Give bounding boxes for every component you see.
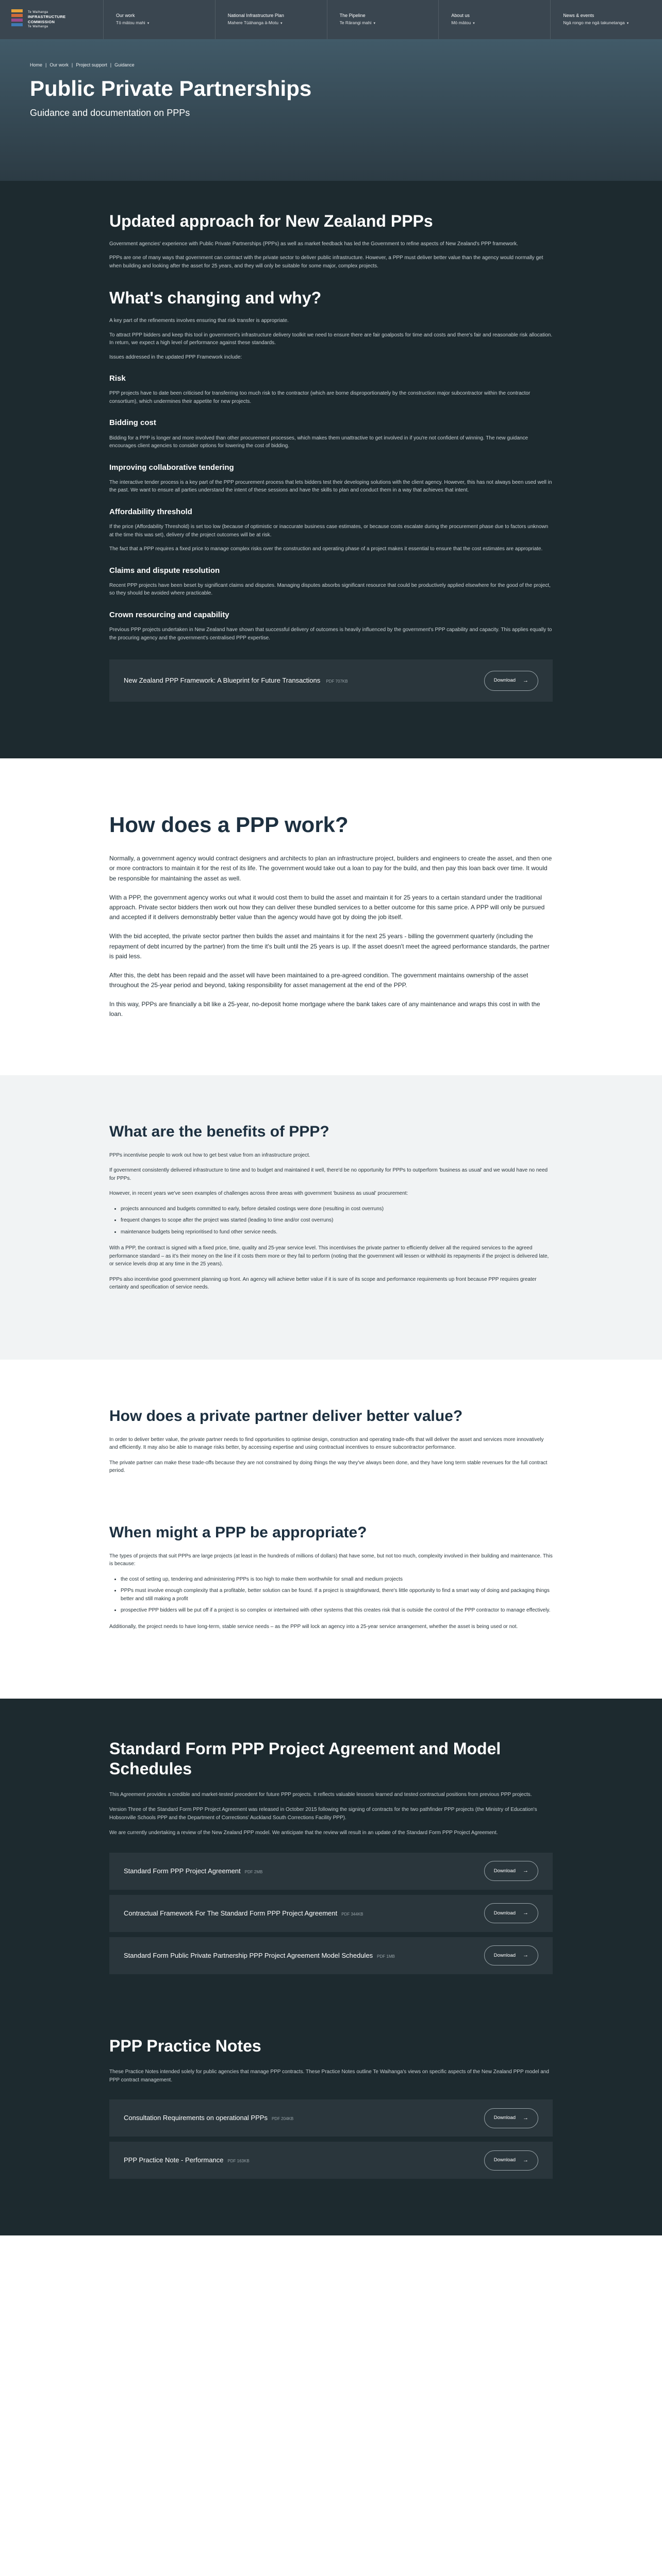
download-info (124, 2113, 293, 2123)
list-item: • the cost of setting up, tendering and administering PPPs is too high to make them worthwhile for small and medium projects (121, 1575, 553, 1584)
download-title: Contractual Framework For The Standard Form PPP Project Agreement (124, 1909, 338, 1917)
download-button[interactable] (484, 2150, 538, 2171)
paragraph: In this way, PPPs are financially a bit like a 25-year, no-deposit home mortgage where the bank takes care of any maintenance and wraps this cost in with the loan. (109, 1001, 540, 1018)
logo-mark-icon (11, 9, 23, 30)
paragraph: PPPs incentivise people to work out how to get best value from an infrastructure project. (109, 1152, 310, 1158)
file-meta: PDF 163KB (227, 2159, 250, 2164)
download-button[interactable] (484, 671, 538, 691)
download-title: Standard Form PPP Project Agreement (124, 1867, 241, 1875)
chevron-down-icon: ▾ (373, 21, 375, 25)
section-heading: What's changing and why? (109, 289, 322, 308)
main-menu (103, 0, 662, 39)
download-info (124, 675, 348, 686)
breadcrumb (30, 62, 662, 69)
paragraph: We are currently undertaking a review of the New Zealand PPP model. We anticipate that the review will result in an update of the Standard Form PPP Project Agreement. (109, 1830, 498, 1836)
paragraph: Additionally, the project needs to have long-term, stable service needs – as the PPP will lock an agency into a 25-year service arrangement, whether the asset is being used or not. (109, 1623, 518, 1630)
paragraph: Normally, a government agency would contract designers and architects to plan an infrastructure project, builders and engineers to create the asset, and then one or more contractors to maintain it for the rest of its life. The government would take out a loan to pay for the build, and then pay this loan back over time. It would be responsible for maintaining the asset as well. (109, 855, 552, 882)
download-title: New Zealand PPP Framework: A Blueprint for Future Transactions (124, 676, 321, 685)
download-card (109, 1895, 553, 1932)
nav-label-maori: Mō mātou ▾ (451, 20, 540, 27)
download-button[interactable] (484, 2108, 538, 2128)
download-info (124, 1908, 363, 1919)
page-hero (0, 39, 662, 181)
logo-line-1: Te Waihanga (28, 10, 48, 14)
download-button-label: Download (493, 1868, 516, 1874)
download-info (124, 1866, 262, 1876)
top-navigation (0, 0, 662, 39)
paragraph: Issues addressed in the updated PPP Framework include: (109, 354, 242, 360)
paragraph: With a PPP, the government agency works out what it would cost them to build the asset and maintain it for 25 years to a certain standard under the traditional approach. Private sector bidders then work out how they can deliver these bundled services to a better outcome for this same price. A PPP will only be pursued and accepted if it delivers demonstrably better value than the agency would have got by doing the job itself. (109, 893, 545, 921)
bullet-list (121, 1575, 553, 1615)
nav-label: About us (451, 13, 470, 18)
logo-line-3: COMMISSION (28, 20, 55, 24)
list-item: • maintenance budgets being reprioritised to fund other service needs. (121, 1228, 553, 1236)
download-button[interactable] (484, 1945, 538, 1965)
section-heading: When might a PPP be appropriate? (109, 1523, 367, 1541)
list-item: • frequent changes to scope after the project was started (leading to time and/or cost overruns) (121, 1216, 553, 1225)
nav-label-maori: Tō mātou mahi ▾ (116, 20, 205, 27)
nav-label: National Infrastructure Plan (227, 13, 284, 18)
paragraph: If the price (Affordability Threshold) is set too low (because of optimistic or inaccurate business case estimates, or because costs escalate during the procurement phase due to factors unknown at the time this was set), delivery of the project outcomes will be at risk. (109, 524, 549, 538)
breadcrumb-guidance[interactable]: Guidance (114, 62, 135, 67)
paragraph: With a PPP, the contract is signed with a fixed price, time, quality and 25-year service level. This incentivises the private partner to efficiently deliver all the required services to the agreed performance standard – as it's their money on the line if it costs them more or they fail to perform (noting that the government will lessen or withhold its repayments if the project is delivered late, or service levels drop at any time in the 25 years). (109, 1245, 549, 1267)
paragraph: Recent PPP projects have been beset by significant claims and disputes. Managing disputes absorbs significant resource that could be productively applied elsewhere for the good of the project, so they should be avoided where practicable. (109, 582, 551, 597)
download-button-label: Download (493, 677, 516, 683)
arrow-right-icon: → (523, 2114, 528, 2121)
section-heading: Updated approach for New Zealand PPPs (109, 212, 433, 230)
paragraph: After this, the debt has been repaid and the asset will have been maintained to a pre-agreed condition. The government maintains ownership of the asset throughout the 25-year period and beyond, taking responsibility for asset management at the end of the PPP. (109, 971, 528, 989)
breadcrumb-separator: | (71, 62, 73, 67)
breadcrumb-our-work[interactable]: Our work (49, 62, 69, 67)
section-heading: How does a PPP work? (109, 812, 349, 837)
paragraph: A key part of the refinements involves ensuring that risk transfer is appropriate. (109, 318, 289, 324)
section-heading: PPP Practice Notes (109, 2036, 261, 2055)
nav-item-national-plan[interactable] (215, 0, 327, 39)
subheading: Crown resourcing and capability (109, 610, 229, 619)
chevron-down-icon: ▾ (473, 21, 475, 25)
paragraph: However, in recent years we've seen examples of challenges across three areas with government 'business as usual' procurement: (109, 1191, 408, 1197)
page-title: Public Private Partnerships (30, 76, 312, 100)
subheading: Risk (109, 374, 126, 383)
paragraph: This Agreement provides a credible and market-tested precedent for future PPP projects. It reflects valuable lessons learned and tested contractual positions from previous PPP projects. (109, 1791, 532, 1798)
paragraph: To attract PPP bidders and keep this tool in government's infrastructure delivery toolkit we need to ensure there are fair goalposts for time and costs and there's fair and reasonable risk allocation. In return, we expect a high level of performance against these standards. (109, 332, 553, 346)
download-card (109, 659, 553, 702)
download-list (109, 2099, 553, 2179)
chevron-down-icon: ▾ (280, 21, 283, 25)
download-card (109, 1853, 553, 1890)
list-item: • PPPs must involve enough complexity that a profitable, better solution can be found. If a project is straightforward, there's little opportunity to find a smart way of doing and packaging things better and still making a profit (121, 1587, 553, 1603)
chevron-down-icon: ▾ (147, 21, 150, 25)
section-heading: How does a private partner deliver better value? (109, 1407, 463, 1425)
paragraph: PPPs also incentivise good government planning up front. An agency will achieve better value if it is sure of its scope and performance requirements up front because PPP requires greater certainty and specification of service needs. (109, 1276, 537, 1291)
arrow-right-icon: → (523, 1868, 528, 1874)
nav-label-maori: Mahere Tūāhanga ā-Motu ▾ (228, 20, 317, 27)
arrow-right-icon: → (523, 677, 528, 684)
download-button-label: Download (493, 1910, 516, 1916)
download-info (124, 2155, 250, 2165)
breadcrumb-home[interactable]: Home (30, 62, 43, 67)
nav-item-pipeline[interactable] (327, 0, 439, 39)
nav-item-our-work[interactable] (103, 0, 215, 39)
section-heading: Standard Form PPP Project Agreement and Model Schedules (109, 1739, 501, 1778)
download-button-label: Download (493, 2114, 516, 2121)
download-card (109, 1937, 553, 1974)
nav-label-maori: Ngā rongo me ngā takunetanga ▾ (563, 20, 652, 27)
download-title: Standard Form Public Private Partnership PPP Project Agreement Model Schedules (124, 1951, 373, 1959)
documents-section (0, 1699, 662, 2235)
nav-item-news-events[interactable] (550, 0, 662, 39)
file-meta: PDF 1MB (377, 1954, 395, 1959)
paragraph: Government agencies' experience with Public Private Partnerships (PPPs) as well as market feedback has led the Government to refine aspects of New Zealand's PPP framework. (109, 241, 518, 247)
logo-text (28, 10, 65, 29)
nav-label: News & events (563, 13, 594, 18)
subheading: Claims and dispute resolution (109, 566, 220, 575)
download-info (124, 1951, 395, 1961)
nav-item-about-us[interactable] (438, 0, 550, 39)
paragraph: The fact that a PPP requires a fixed price to manage complex risks over the construction and operating phase of a project makes it essential to ensure that the cost estimates are appropriate. (109, 546, 543, 552)
paragraph: PPPs are one of many ways that government can contract with the private sector to deliver public infrastructure. However, a PPP must deliver better value than the agency would normally get when building and looking after the asset for 25 years, and they will only be suitable for some major, complex projects. (109, 255, 543, 269)
paragraph: Version Three of the Standard Form PPP Project Agreement was released in October 2015 following the signing of contracts for the two pathfinder PPP projects (the Ministry of Education's Hobsonville Schools PPP and the Department of Corrections' Auckland South Corrections Facility PPP). (109, 1807, 537, 1821)
download-card (109, 2099, 553, 2137)
paragraph: If government consistently delivered infrastructure to time and to budget and maintained it well, there'd be no opportunity for PPPs to outperform 'business as usual' and we would have no need for PPPs. (109, 1167, 548, 1181)
breadcrumb-separator: | (110, 62, 112, 67)
paragraph: These Practice Notes intended solely for public agencies that manage PPP contracts. These Practice Notes outline Te Waihanga's views on specific aspects of the New Zealand PPP model and PPP contract management. (109, 2069, 549, 2083)
file-meta: PDF 2MB (244, 1869, 263, 1874)
arrow-right-icon: → (523, 1910, 528, 1917)
section-heading: What are the benefits of PPP? (109, 1123, 329, 1140)
paragraph: Bidding for a PPP is longer and more involved than other procurement processes, which makes them unattractive to get involved in if you're not confident of winning. The new guidance encourages client agencies to consider options for lowering the cost of bidding. (109, 435, 528, 449)
download-title: Consultation Requirements on operational PPPs (124, 2114, 268, 2122)
paragraph: In order to deliver better value, the private partner needs to find opportunities to optimise design, construction and operating trade-offs that will deliver the asset and services more innovatively and efficiently. It may also be able to manage risks better, by accessing expertise and using contractual incentives to ensure subcontractor performance. (109, 1436, 544, 1451)
how-ppp-works-section (0, 758, 662, 1075)
arrow-right-icon: → (523, 2157, 528, 2163)
site-logo[interactable] (0, 0, 103, 39)
download-button-label: Download (493, 1952, 516, 1958)
bullet-list (121, 1205, 553, 1236)
nav-label: The Pipeline (339, 13, 366, 18)
list-item: • prospective PPP bidders will be put off if a project is so complex or intertwined with other systems that this creates risk that is outside the control of the PPP contractor to manage effectively. (121, 1606, 553, 1615)
list-item: • projects announced and budgets committed to early, before detailed costings were done (resulting in cost overruns) (121, 1205, 553, 1213)
download-button[interactable] (484, 1861, 538, 1881)
download-button[interactable] (484, 1903, 538, 1923)
logo-line-4: Te Waihanga (28, 25, 48, 29)
chevron-down-icon: ▾ (626, 21, 629, 25)
paragraph: Previous PPP projects undertaken in New Zealand have shown that successful delivery of outcomes is heavily influenced by the government's PPP capability and capacity. This applies equally to the procuring agency and the government's centralised PPP expertise. (109, 627, 552, 641)
paragraph: With the bid accepted, the private sector partner then builds the asset and maintains it for the next 25 years - billing the government quarterly (including the repayment of debt incurred by the partner) from the time it's built until the 25 years is up. If the asset doesn't meet the agreed performance standards, the partner is paid less. (109, 933, 550, 960)
breadcrumb-separator: | (45, 62, 47, 67)
paragraph: The interactive tender process is a key part of the PPP procurement process that lets bidders test their developing solutions with the client agency. However, this has not always been used well in the past. We want to ensure all parties understand the intent of these sessions and have the skills to plan and conduct them in a way that achieves that intent. (109, 479, 552, 494)
file-meta: PDF 707KB (326, 679, 348, 684)
benefits-section (0, 1075, 662, 1360)
nav-label: Our work (116, 13, 135, 18)
download-title: PPP Practice Note - Performance (124, 2156, 224, 2164)
subheading: Bidding cost (109, 418, 156, 428)
partner-value-section (0, 1360, 662, 1503)
paragraph: PPP projects have to date been criticised for transferring too much risk to the contractor (which are borne disproportionately by the construction major subcontractor within the contractor consortium), which undermines their appetite for new projects. (109, 391, 531, 404)
file-meta: PDF 204KB (271, 2116, 294, 2122)
page-subtitle: Guidance and documentation on PPPs (30, 108, 190, 118)
updated-approach-section (0, 181, 662, 758)
breadcrumb-project-support[interactable]: Project support (76, 62, 107, 67)
subheading: Affordability threshold (109, 507, 192, 516)
logo-line-2: INFRASTRUCTURE (28, 14, 66, 19)
download-list (109, 1853, 553, 1974)
download-card (109, 2142, 553, 2179)
paragraph: The types of projects that suit PPPs are large projects (at least in the hundreds of millions of dollars) that have some, but not too much, complexity involved in their building and maintenance. This is because: (109, 1553, 553, 1567)
download-button-label: Download (493, 2157, 516, 2163)
appropriate-section (0, 1503, 662, 1699)
paragraph: The private partner can make these trade-offs because they are not constrained by doing things the way they've always been done, and they have long term stable revenues for the full contract period. (109, 1460, 548, 1474)
arrow-right-icon: → (523, 1952, 528, 1959)
nav-label-maori: Te Rārangi mahi ▾ (340, 20, 428, 27)
subheading: Improving collaborative tendering (109, 463, 234, 472)
file-meta: PDF 344KB (341, 1911, 363, 1917)
